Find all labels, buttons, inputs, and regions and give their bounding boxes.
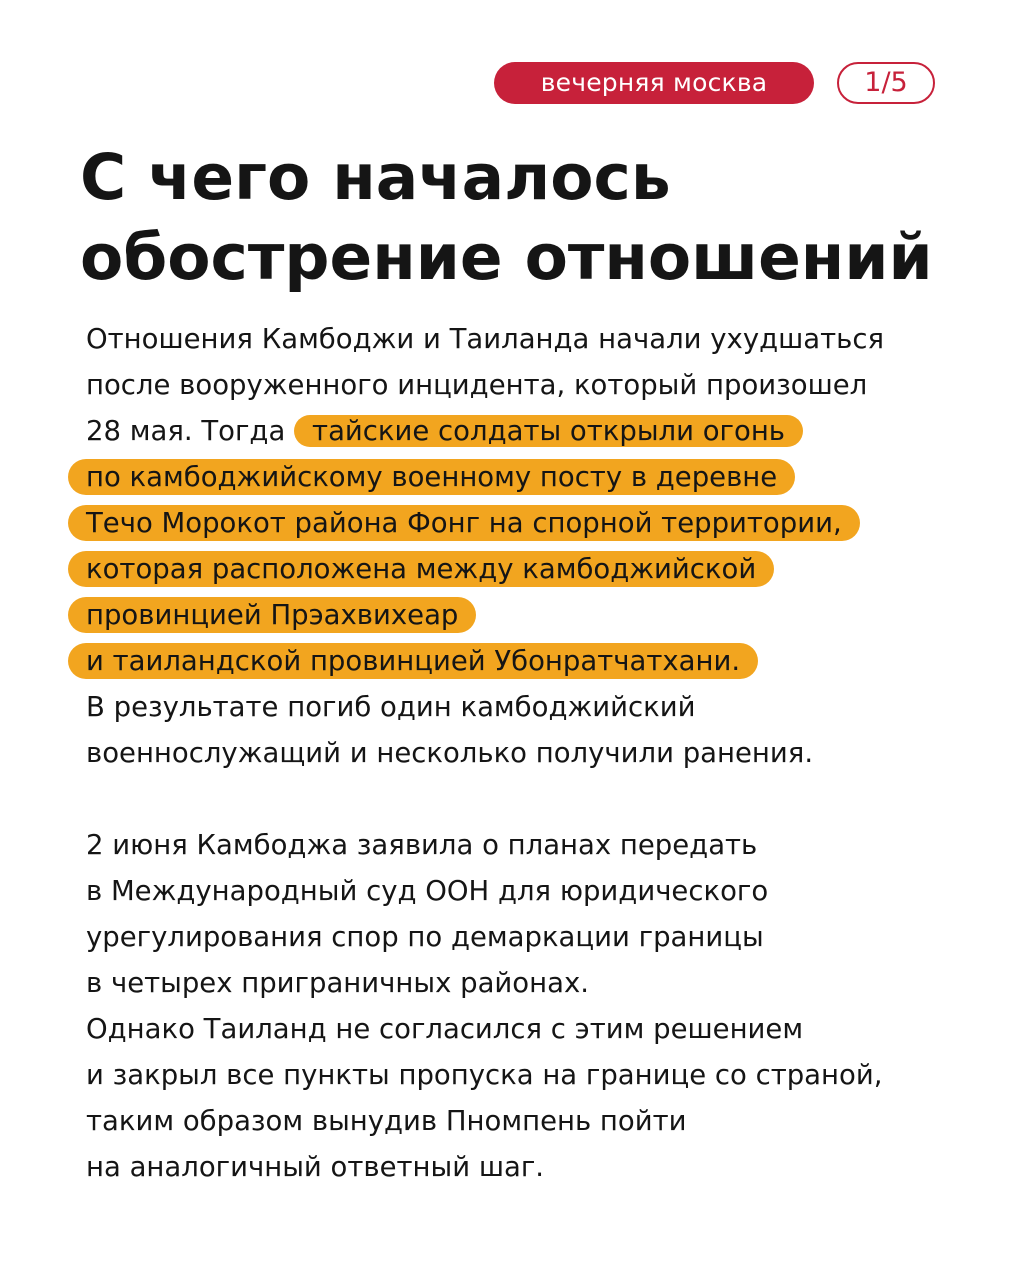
title-line-2: обострение отношений bbox=[80, 221, 933, 294]
text-line: и закрыл все пункты пропуска на границе со страной, bbox=[86, 1059, 883, 1091]
text-line: Отношения Камбоджи и Таиланда начали ухудшаться bbox=[86, 323, 885, 355]
highlighted-text: провинцией Прэахвихеар bbox=[68, 597, 476, 633]
highlighted-text: Течо Морокот района Фонг на спорной территории, bbox=[68, 505, 860, 541]
title-line-1: С чего началось bbox=[80, 141, 671, 214]
text-line: 2 июня Камбоджа заявила о планах передать bbox=[86, 829, 758, 861]
text-line: таким образом вынудив Пномпень пойти bbox=[86, 1105, 687, 1137]
text-line: урегулирования спор по демаркации границы bbox=[86, 921, 764, 953]
highlighted-text: которая расположена между камбоджийской bbox=[68, 551, 774, 587]
text-line: на аналогичный ответный шаг. bbox=[86, 1151, 545, 1183]
text-line: в четырех приграничных районах. bbox=[86, 967, 589, 999]
text-line: Однако Таиланд не согласился с этим решением bbox=[86, 1013, 804, 1045]
text-line bbox=[86, 413, 803, 449]
highlighted-text: и таиландской провинцией Убонратчатхани. bbox=[68, 643, 758, 679]
highlighted-text: тайские солдаты открыли огонь bbox=[294, 415, 803, 447]
text-line: военнослужащий и несколько получили ранения. bbox=[86, 737, 814, 769]
text-fragment: 28 мая. Тогда bbox=[86, 415, 286, 447]
text-line: после вооруженного инцидента, который произошел bbox=[86, 369, 868, 401]
highlighted-text: по камбоджийскому военному посту в деревне bbox=[68, 459, 795, 495]
page-counter: 1/5 bbox=[837, 62, 935, 104]
text-line: В результате погиб один камбоджийский bbox=[86, 691, 696, 723]
brand-badge: вечерняя москва bbox=[494, 62, 814, 104]
text-line: в Международный суд ООН для юридического bbox=[86, 875, 769, 907]
